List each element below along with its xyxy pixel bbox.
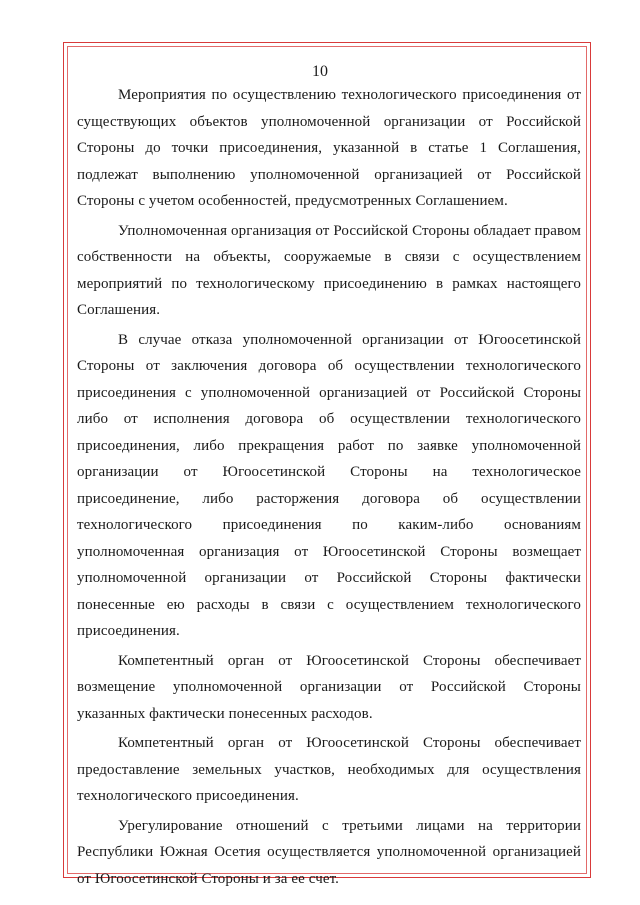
paragraph-6: Урегулирование отношений с третьими лицами на территории Республики Южная Осетия осуществляется уполномоченной организацией от Югоосетинской Стороны и за ее счет. xyxy=(77,817,581,887)
paragraph-1: Мероприятия по осуществлению технологического присоединения от существующих объектов уполномоченной организации от Российской Стороны до точки присоединения, указанной в статье 1 Соглашения, подлежат выполнению уполномоченной организацией от Российской Стороны с учетом особенностей, предусмотренных Соглашением. xyxy=(77,87,581,209)
page-number: 10 xyxy=(312,63,328,80)
paragraph-4: Компетентный орган от Югоосетинской Стороны обеспечивает возмещение уполномоченной организации от Российской Стороны указанных фактически понесенных расходов. xyxy=(77,652,581,722)
paragraph-3: В случае отказа уполномоченной организации от Югоосетинской Стороны от заключения договора об осуществлении технологического присоединения с уполномоченной организацией от Российской Стороны либо от исполнения договора об осуществлении технологического присоединения, либо прекращения работ по заявке уполномоченной организации от Югоосетинской Стороны на технологическое присоединение, либо расторжения договора об осуществлении технологического присоединения по каким-либо основаниям уполномоченная организация от Югоосетинской Стороны возмещает уполномоченной организации от Российской Стороны фактически понесенные ею расходы в связи с осуществлением технологического присоединения. xyxy=(77,331,581,639)
document-body xyxy=(77,82,581,895)
paragraph-2: Уполномоченная организация от Российской Стороны обладает правом собственности на объекты, сооружаемые в связи с осуществлением мероприятий по технологическому присоединению в рамках настоящего Соглашения. xyxy=(77,222,581,318)
paragraph-5: Компетентный орган от Югоосетинской Стороны обеспечивает предоставление земельных участков, необходимых для осуществления технологического присоединения. xyxy=(77,735,581,804)
